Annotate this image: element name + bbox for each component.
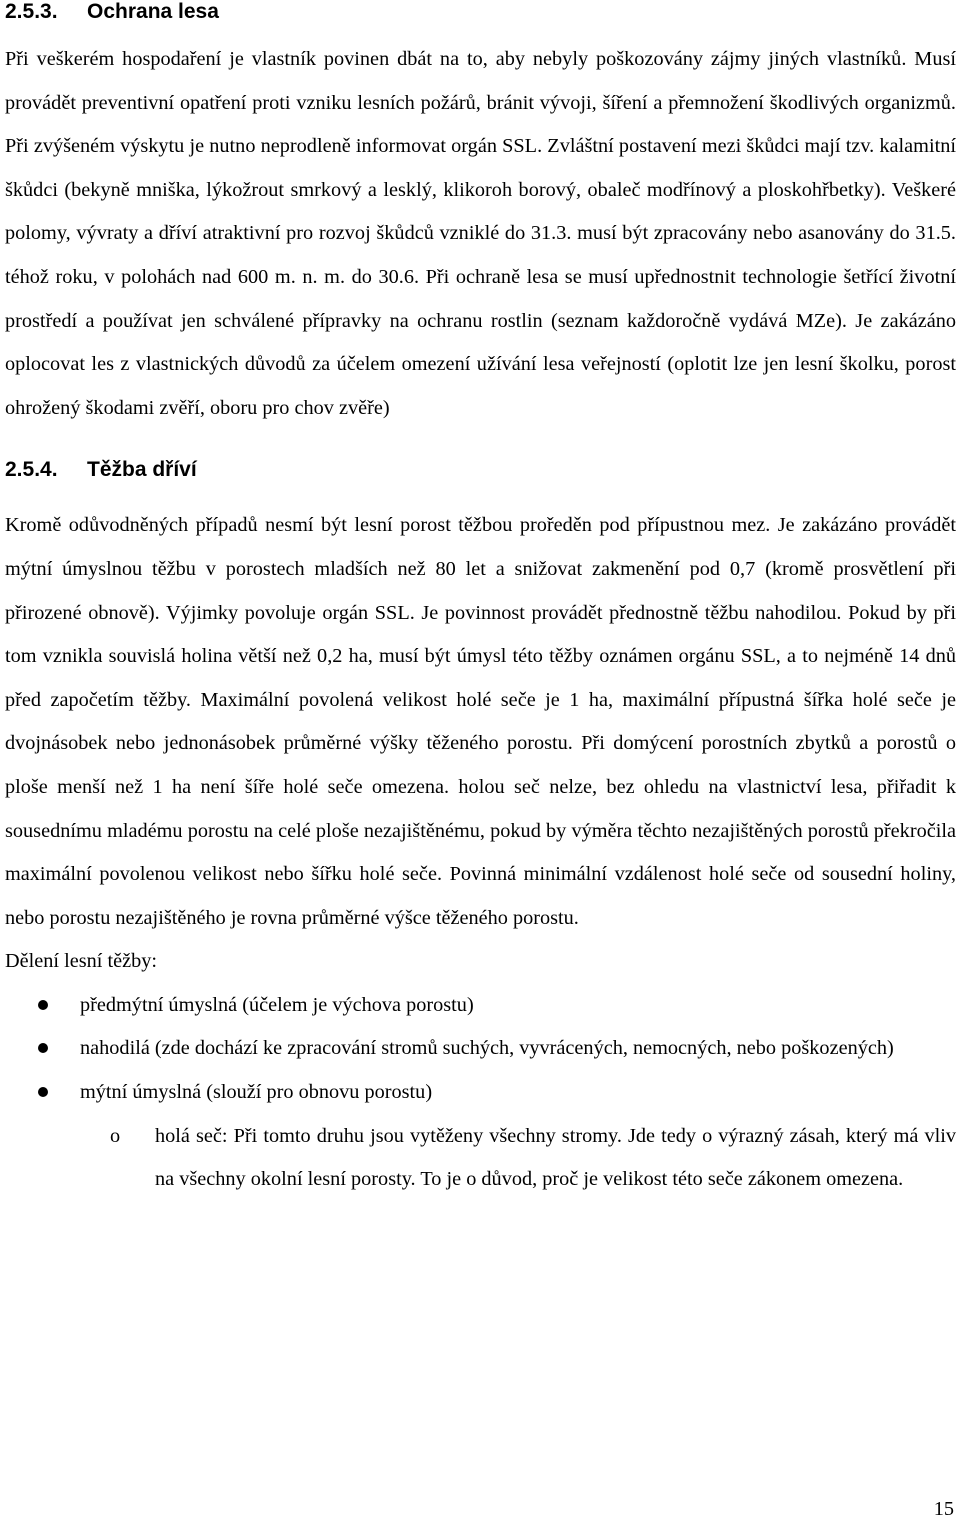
list-item bbox=[5, 1027, 956, 1071]
bullet-icon bbox=[38, 1000, 48, 1010]
list-item bbox=[5, 984, 956, 1028]
bullet-icon bbox=[38, 1043, 48, 1053]
bullet-icon bbox=[38, 1087, 48, 1097]
section-paragraph: Kromě odůvodněných případů nesmí být lesní porost těžbou proředěn pod přípustnou mez. Je zakázáno provádět mýtní úmyslnou těžbu v porostech mladších než 80 let a snižovat zakmenění pod 0,7 (kromě prosvětlení při přirozené obnově). Výjimky povoluje orgán SSL. Je povinnost provádět přednostně těžbu nahodilou. Pokud by při tom vznikla souvislá holina větší než 0,2 ha, musí být úmysl této těžby oznámen orgánu SSL, a to nejméně 14 dnů před započetím těžby. Maximální povolená velikost holé seče je 1 ha, maximální přípustná šířka holé seče je dvojnásobek nebo jednonásobek průměrné výšky těženého porostu. Při domýcení porostních zbytků a porostů o ploše menší než 1 ha není šíře holé seče omezena. holou seč nelze, bez ohledu na vlastnictví lesa, přiřadit k sousednímu mladému porostu na celé ploše nezajištěnému, pokud by výměra těchto nezajištěných porostů překročila maximální povolenou velikost nebo šířku holé seče. Povinná minimální vzdálenost holé seče od sousední holiny, nebo porostu nezajištěného je rovna průměrné výšce těženého porostu. bbox=[5, 514, 956, 929]
section-number: 2.5.3. bbox=[5, 0, 58, 23]
list-item bbox=[5, 1071, 956, 1115]
list-item-text: mýtní úmyslná (slouží pro obnovu porostu) bbox=[80, 1081, 433, 1104]
bullet-list bbox=[5, 984, 956, 1115]
section-heading-ochrana-lesa bbox=[5, 0, 956, 24]
sub-list-item-text: holá seč: Při tomto druhu jsou vytěženy všechny stromy. Jde tedy o výrazný zásah, který má vliv na všechny okolní lesní porosty. To je o důvod, proč je velikost této seče zákonem omezena. bbox=[155, 1124, 956, 1191]
page-number: 15 bbox=[933, 1498, 954, 1520]
section-number: 2.5.4. bbox=[5, 458, 58, 482]
sub-list bbox=[5, 1115, 956, 1202]
section-title: Těžba dříví bbox=[87, 458, 197, 482]
list-item-text: předmýtní úmyslná (účelem je výchova porostu) bbox=[80, 993, 474, 1016]
list-label: Dělení lesní těžby: bbox=[5, 950, 158, 973]
section-heading-tezba-drivi bbox=[5, 458, 956, 482]
section-title: Ochrana lesa bbox=[87, 0, 219, 23]
sub-list-item bbox=[5, 1115, 956, 1202]
document-page bbox=[5, 0, 956, 1202]
circle-bullet-icon: o bbox=[110, 1124, 121, 1147]
list-item-text: nahodilá (zde dochází ke zpracování stromů suchých, vyvrácených, nemocných, nebo poškozených) bbox=[80, 1037, 894, 1060]
section-paragraph: Při veškerém hospodaření je vlastník povinen dbát na to, aby nebyly poškozovány zájmy jiných vlastníků. Musí provádět preventivní opatření proti vzniku lesních požárů, bránit vývoji, šíření a přemnožení škodlivých organizmů. Při zvýšeném výskytu je nutno neprodleně informovat orgán SSL. Zvláštní postavení mezi škůdci mají tzv. kalamitní škůdci (bekyně mniška, lýkožrout smrkový a lesklý, klikoroh borový, obaleč modřínový a ploskohřbetky). Veškeré polomy, vývraty a dříví atraktivní pro rozvoj škůdců vzniklé do 31.3. musí být zpracovány nebo asanovány do 31.5. téhož roku, v polohách nad 600 m. n. m. do 30.6. Při ochraně lesa se musí upřednostnit technologie šetřící životní prostředí a používat jen schválené přípravky na ochranu rostlin (seznam každoročně vydává MZe). Je zakázáno oplocovat les z vlastnických důvodů za účelem omezení užívání lesa veřejností (oplotit lze jen lesní školku, porost ohrožený škodami zvěří, oboru pro chov zvěře) bbox=[5, 48, 956, 419]
